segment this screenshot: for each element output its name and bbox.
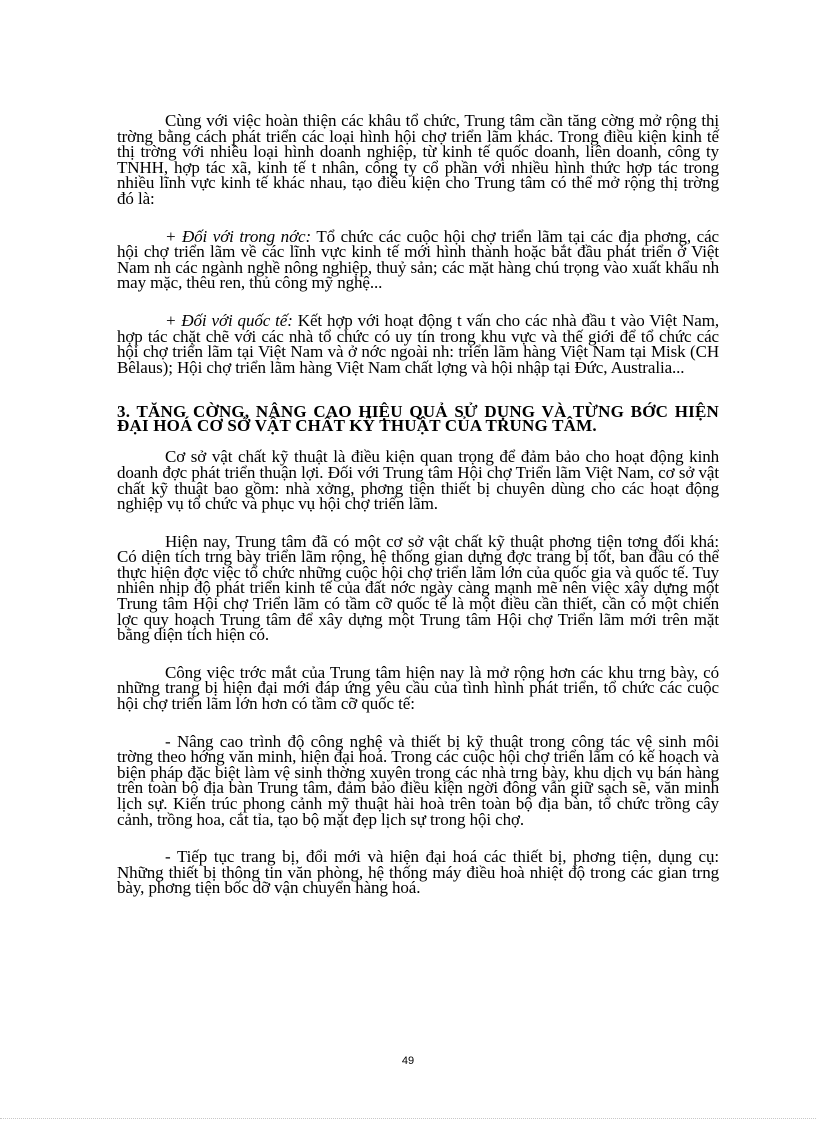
paragraph-international: [117, 310, 719, 377]
international-body: Kết hợp với hoạt động t vấn cho các nhà đầu t vào Việt Nam, hợp tác chặt chẽ với các nhà tổ chức có uy tín trong khu vực và thế giới để tổ chức các hội chợ triển lãm tại Việt Nam và ở nớc ngoài nh: triển lãm hàng Việt Nam tại Misk (CH Bêlaus); Hội chợ triển lãm hàng Việt Nam chất lợng và hội nhập tại Đức, Australia...: [117, 310, 719, 377]
domestic-body: Tổ chức các cuộc hội chợ triển lãm tại các địa phơng, các hội chợ triển lãm về các lĩnh vực kinh tế mới hình thành hoặc bắt đầu phát triển ở Việt Nam nh các ngành nghề nông nghiệp, thuỷ sản; các mặt hàng chú trọng vào xuất khẩu nh may mặc, thêu ren, thủ công mỹ nghệ...: [117, 226, 719, 293]
paragraph-hygiene: - Nâng cao trình độ công nghệ và thiết bị kỹ thuật trong công tác vệ sinh môi trờng theo hớng văn minh, hiện đại hoá. Trong các cuộc hội chợ triển lãm có kế hoạch và biện pháp đặc biệt làm vệ sinh thờng xuyên trong các nhà trng bày, khu dịch vụ bán hàng trên toàn bộ địa bàn Trung tâm, đảm bảo điều kiện ngời đông vẫn giữ sạch sẽ, văn minh lịch sự. Kiến trúc phong cảnh mỹ thuật hài hoà trên toàn bộ địa bàn, tổ chức trồng cây cảnh, trồng hoa, cắt tỉa, tạo bộ mặt đẹp lịch sự trong hội chợ.: [117, 731, 719, 829]
page-number: 49: [401, 1055, 415, 1067]
footer-divider: [0, 1118, 816, 1119]
section-heading: 3. TĂNG CỜNG, NÂNG CAO HIỆU QUẢ SỬ DỤNG VÀ TỪNG BỚC HIỆN ĐẠI HOÁ CƠ SỞ VẬT CHẤT KỸ THUẬT CỦA TRUNG TÂM.: [117, 402, 719, 436]
page-body: [117, 113, 719, 896]
international-lead: + Đối với quốc tế:: [165, 310, 293, 330]
paragraph-equipment: - Tiếp tục trang bị, đổi mới và hiện đại hoá các thiết bị, phơng tiện, dụng cụ: Những thiết bị thông tin văn phòng, hệ thống máy điều hoà nhiệt độ trong các gian trng bày, phơng tiện bốc dỡ vận chuyển hàng hoá.: [117, 847, 719, 898]
paragraph-immediate-work: Công việc trớc mắt của Trung tâm hiện nay là mở rộng hơn các khu trng bày, có những trang bị hiện đại mới đáp ứng yêu cầu của tình hình phát triển, tổ chức các cuộc hội chợ triển lãm lớn hơn có tầm cỡ quốc tế:: [117, 662, 719, 714]
paragraph-facilities: Cơ sở vật chất kỹ thuật là điều kiện quan trọng để đảm bảo cho hoạt động kinh doanh đợc phát triển thuận lợi. Đối với Trung tâm Hội chợ Triển lãm Việt Nam, cơ sở vật chất kỹ thuật bao gồm: nhà xởng, phơng tiện thiết bị chuyên dùng cho các hoạt động nghiệp vụ tổ chức và phục vụ hội chợ triển lãm.: [117, 447, 719, 514]
domestic-lead: + Đối với trong nớc:: [165, 226, 312, 246]
paragraph-market-expansion: Cùng với việc hoàn thiện các khâu tổ chức, Trung tâm cần tăng cờng mở rộng thị trờng bằng cách phát triển các loại hình hội chợ triển lãm khác. Trong điều kiện kinh tế thị trờng với nhiều loại hình doanh nghiệp, từ kinh tế quốc doanh, liên doanh, công ty TNHH, hợp tác xã, kinh tế t nhân, công ty cổ phần với nhiều hình thức hợp tác trong nhiều lĩnh vực kinh tế khác nhau, tạo điều kiện cho Trung tâm có thể mở rộng thị trờng đó là:: [117, 111, 719, 208]
paragraph-current-status: Hiện nay, Trung tâm đã có một cơ sở vật chất kỹ thuật phơng tiện tơng đối khá: Có diện tích trng bày triển lãm rộng, hệ thống gian dựng đợc trang bị tốt, ban đầu có thể thực hiện đợc việc tổ chức những cuộc hội chợ triển lãm lớn của quốc gia và quốc tế. Tuy nhiên nhịp độ phát triển kinh tế của đất nớc ngày càng mạnh mẽ nên việc xây dựng một Trung tâm Hội chợ Triển lãm có tầm cỡ quốc tế là một điều cần thiết, cần có một chiến lợc quy hoạch Trung tâm để xây dựng một Trung tâm Hội chợ Triển lãm mới trên mặt bằng diện tích hiện có.: [117, 531, 719, 645]
paragraph-domestic: [117, 226, 719, 293]
